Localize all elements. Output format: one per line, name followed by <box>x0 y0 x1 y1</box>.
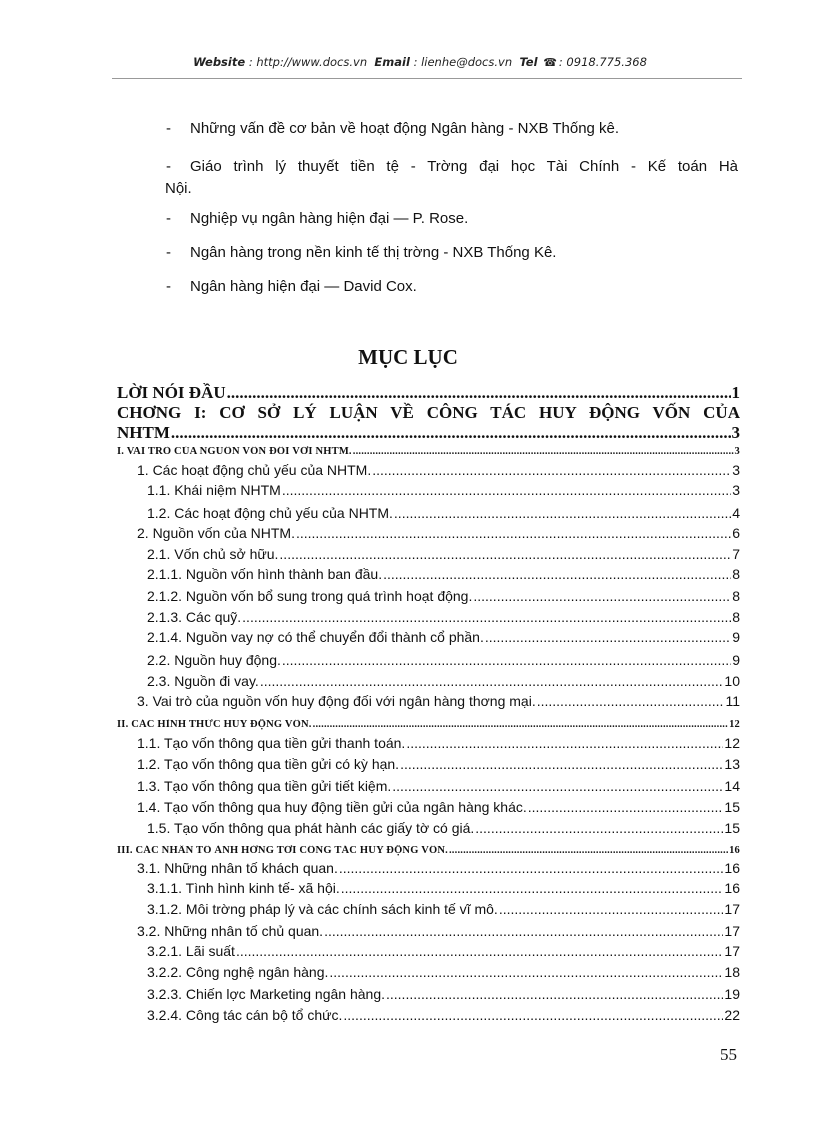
toc-entry: 2.1.4. Nguồn vay nợ có thể chuyển đổi thành cổ phần. ..... 9 <box>147 629 740 645</box>
reference-item: - Nghiệp vụ ngân hàng hiện đại — P. Rose. <box>166 210 469 227</box>
toc-entry: 1.1. Tạo vốn thông qua tiền gửi thanh toán. ..... 12 <box>137 735 740 751</box>
tel-value: : 0918.775.368 <box>558 55 647 69</box>
toc-entry: III. CÁC NHÂN TỐ ẢNH HỞNG TỚI CÔNG TÁC HUY ĐỘNG VỐN. ..... 16 <box>117 845 740 856</box>
toc-entry: 3.1.2. Môi trờng pháp lý và các chính sách kinh tế vĩ mô. ..... 17 <box>147 901 740 917</box>
reference-item: - Ngân hàng hiện đại — David Cox. <box>166 278 417 295</box>
toc-entry: 1. Các hoạt động chủ yếu của NHTM. ..... 3 <box>137 462 740 478</box>
reference-item: - Những vấn đề cơ bản về hoạt động Ngân hàng - NXB Thống kê. <box>166 120 620 137</box>
toc-entry: 1.1. Khái niệm NHTM ..... 3 <box>147 482 740 498</box>
email-label: Email <box>374 55 410 69</box>
email-value: : lienhe@docs.vn <box>413 55 513 69</box>
toc-entry: I. VAI TRÒ CỦA NGUỒN VỐN ĐỐI VỚI NHTM. ..... 3 <box>117 446 740 457</box>
toc-entry: 1.5. Tạo vốn thông qua phát hành các giấy tờ có giá. ..... 15 <box>147 820 740 836</box>
toc-entry: 3.2.3. Chiến lợc Marketing ngân hàng. ..... 19 <box>147 986 740 1002</box>
toc-entry: 2. Nguồn vốn của NHTM. ..... 6 <box>137 525 740 541</box>
toc-entry: 3.1.1. Tình hình kinh tế- xã hội. ..... 16 <box>147 880 740 896</box>
toc-entry: 1.3. Tạo vốn thông qua tiền gửi tiết kiệm. ..... 14 <box>137 778 740 794</box>
toc-entry: 2.2. Nguồn huy động. ..... 9 <box>147 652 740 668</box>
website-url: : http://www.docs.vn <box>248 55 368 69</box>
toc-entry: II. CÁC HÌNH THỨC HUY ĐỘNG VỐN. ..... 12 <box>117 719 740 730</box>
reference-item: - Ngân hàng trong nền kinh tế thị trờng - NXB Thống Kê. <box>166 244 557 261</box>
toc-entry-chapter: CHƠNG I: CƠ SỞ LÝ LUẬN VỀ CÔNG TÁC HUY ĐỘNG VỐN CỦA <box>117 403 740 422</box>
toc-entry: 3. Vai trò của nguồn vốn huy động đối với ngân hàng thơng mại. ..... 11 <box>137 693 740 709</box>
toc-entry: LỜI NÓI ĐẦU ..... 1 <box>117 383 740 403</box>
toc-entry: 2.1.2. Nguồn vốn bổ sung trong quá trình hoạt động. ..... 8 <box>147 588 740 604</box>
phone-icon: ☎ <box>543 56 557 69</box>
page-header <box>120 55 720 69</box>
reference-item-continuation: Nội. <box>165 180 192 197</box>
toc-title: MỤC LỤC <box>358 345 458 369</box>
toc-entry: NHTM ..... 3 <box>117 423 740 443</box>
toc-entry: 1.2. Tạo vốn thông qua tiền gửi có kỳ hạn. ..... 13 <box>137 756 740 772</box>
page-number: 55 <box>720 1045 737 1064</box>
toc-entry: 2.3. Nguồn đi vay. ..... 10 <box>147 673 740 689</box>
toc-entry: 3.2.1. Lãi suất ..... 17 <box>147 943 740 959</box>
header-divider <box>112 78 742 79</box>
toc-entry: 1.2. Các hoạt động chủ yếu của NHTM. ..... 4 <box>147 505 740 521</box>
tel-label: Tel <box>519 55 538 69</box>
toc-entry: 1.4. Tạo vốn thông qua huy động tiền gửi của ngân hàng khác. ..... 15 <box>137 799 740 815</box>
toc-entry: 2.1.1. Nguồn vốn hình thành ban đầu. ..... 8 <box>147 566 740 582</box>
toc-entry: 2.1.3. Các quỹ. ..... 8 <box>147 609 740 625</box>
toc-entry: 3.1. Những nhân tố khách quan. ..... 16 <box>137 860 740 876</box>
reference-item: - Giáo trình lý thuyết tiền tệ - Trờng đại học Tài Chính - Kế toán Hà <box>166 158 738 175</box>
toc-entry: 3.2.4. Công tác cán bộ tổ chức. ..... 22 <box>147 1007 740 1023</box>
website-label: Website <box>193 55 246 69</box>
toc-entry: 2.1. Vốn chủ sở hữu. ..... 7 <box>147 546 740 562</box>
toc-entry: 3.2. Những nhân tố chủ quan. ..... 17 <box>137 923 740 939</box>
toc-entry: 3.2.2. Công nghệ ngân hàng. ..... 18 <box>147 964 740 980</box>
